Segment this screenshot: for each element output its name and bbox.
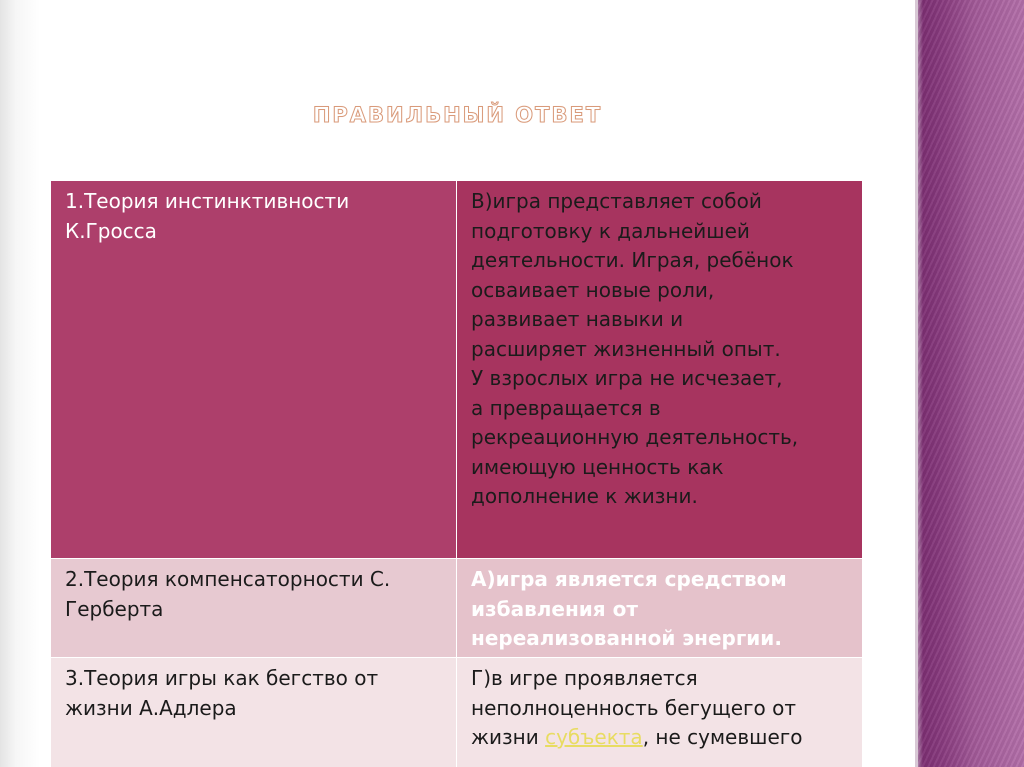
answer-line: подготовку к дальнейшей	[471, 218, 750, 243]
answer-line: имеющую ценность как	[471, 454, 724, 479]
theory-line: Герберта	[65, 596, 164, 621]
answer-text: жизни	[471, 725, 546, 749]
answer-line: развивает навыки и	[471, 307, 684, 331]
answer-line: нереализованной энергии.	[471, 626, 782, 650]
answer-cell	[457, 559, 863, 658]
subject-link[interactable]: субъекта	[545, 725, 643, 749]
answer-line: расширяет жизненный опыт.	[471, 336, 781, 361]
band-edge	[915, 0, 918, 767]
theory-line: К.Гросса	[65, 218, 157, 243]
answer-line: Г)в игре проявляется	[471, 666, 698, 690]
theory-line: 1.Теория инстинктивности	[65, 189, 350, 213]
decorative-purple-band	[915, 0, 1024, 767]
answer-text: , не сумевшего	[642, 725, 803, 749]
answer-line: В)игра представляет собой	[471, 189, 762, 213]
table-row	[51, 559, 863, 658]
answer-line: А)игра является средством	[471, 567, 787, 591]
theory-line: 3.Теория игры как бегство от	[65, 666, 379, 690]
answer-line: осваивает новые роли,	[471, 277, 715, 302]
theory-cell	[51, 658, 457, 767]
answer-cell	[457, 181, 863, 559]
table-row	[51, 181, 863, 559]
answer-line: дополнение к жизни.	[471, 484, 698, 508]
answer-line: а превращается в	[471, 395, 661, 420]
table-row	[51, 658, 863, 767]
answer-line: избавления от	[471, 596, 638, 621]
answer-line: деятельности. Играя, ребёнок	[471, 248, 794, 272]
theory-line: 2.Теория компенсаторности С.	[65, 567, 391, 591]
theory-cell	[51, 181, 457, 559]
answer-line: неполноценность бегущего от	[471, 695, 796, 720]
answer-line	[469, 723, 852, 753]
band-texture	[915, 0, 1024, 767]
theory-line: жизни А.Адлера	[65, 695, 237, 720]
theory-cell	[51, 559, 457, 658]
answer-cell	[457, 658, 863, 767]
answer-line: У взрослых игра не исчезает,	[471, 366, 783, 390]
answer-line: рекреационную деятельность,	[471, 425, 799, 449]
theories-table	[50, 180, 863, 767]
slide-title: ПРАВИЛЬНЫЙ ОТВЕТ	[312, 103, 603, 127]
